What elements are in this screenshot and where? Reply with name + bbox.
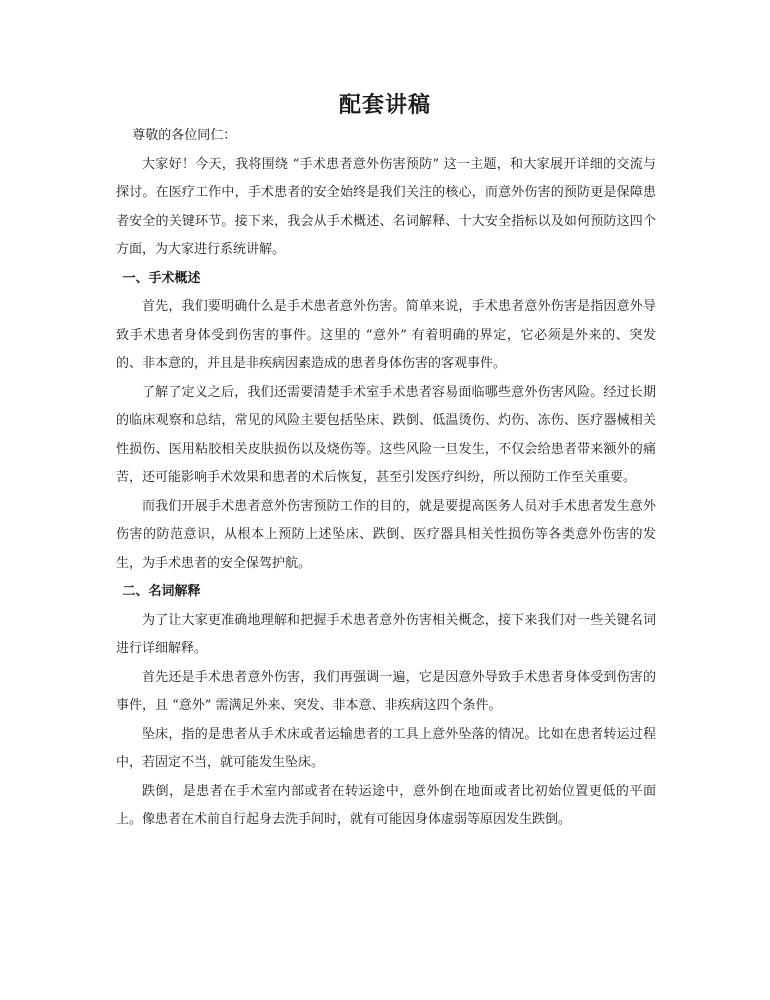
section-heading-overview: 一、手术概述 — [122, 270, 201, 286]
paragraph: 跌倒，是患者在手术室内部或者在转运途中，意外倒在地面或者比初始位置更低的平面上。像患者在术前自行起身去洗手间时，就有可能因身体虚弱等原因发生跌倒。 — [116, 783, 656, 827]
paragraph: 为了让大家更准确地理解和把握手术患者意外伤害相关概念，接下来我们对一些关键名词进行详细解释。 — [116, 612, 656, 656]
paragraph: 坠床，指的是患者从手术床或者运输患者的工具上意外坠落的情况。比如在患者转运过程中，若固定不当，就可能发生坠床。 — [116, 726, 656, 770]
paragraph: 而我们开展手术患者意外伤害预防工作的目的，就是要提高医务人员对手术患者发生意外伤害的防范意识，从根本上预防上述坠床、跌倒、医疗器具相关性损伤等各类意外伤害的发生，为手术患者的安全保驾护航。 — [116, 498, 656, 571]
paragraph: 首先还是手术患者意外伤害，我们再强调一遍，它是因意外导致手术患者身体受到伤害的事件，且 “意外” 需满足外来、突发、非本意、非疾病这四个条件。 — [116, 669, 656, 713]
document-body — [116, 122, 656, 835]
page-title: 配套讲稿 — [338, 92, 431, 118]
paragraph: 了解了定义之后，我们还需要清楚手术室手术患者容易面临哪些意外伤害风险。经过长期的临床观察和总结，常见的风险主要包括坠床、跌倒、低温烫伤、灼伤、冻伤、医疗器械相关性损伤、医用粘胶相关皮肤损伤以及烧伤等。这些风险一旦发生，不仅会给患者带来额外的痛苦，还可能影响手术效果和患者的术后恢复，甚至引发医疗纠纷，所以预防工作至关重要。 — [116, 384, 656, 485]
section-heading-definitions: 二、名词解释 — [122, 584, 201, 599]
salutation: 尊敬的各位同仁： — [132, 128, 237, 143]
intro-paragraph: 大家好！今天，我将围绕 “手术患者意外伤害预防” 这一主题，和大家展开详细的交流与探讨。在医疗工作中，手术患者的安全始终是我们关注的核心，而意外伤害的预防更是保障患者安全的关键环节。接下来，我会从手术概述、名词解释、十大安全指标以及如何预防这四个方面，为大家进行系统讲解。 — [116, 156, 656, 257]
paragraph: 首先，我们要明确什么是手术患者意外伤害。简单来说，手术患者意外伤害是指因意外导致手术患者身体受到伤害的事件。这里的 “意外” 有着明确的界定，它必须是外来的、突发的、非本意的，并且是非疾病因素造成的患者身体伤害的客观事件。 — [116, 299, 656, 371]
